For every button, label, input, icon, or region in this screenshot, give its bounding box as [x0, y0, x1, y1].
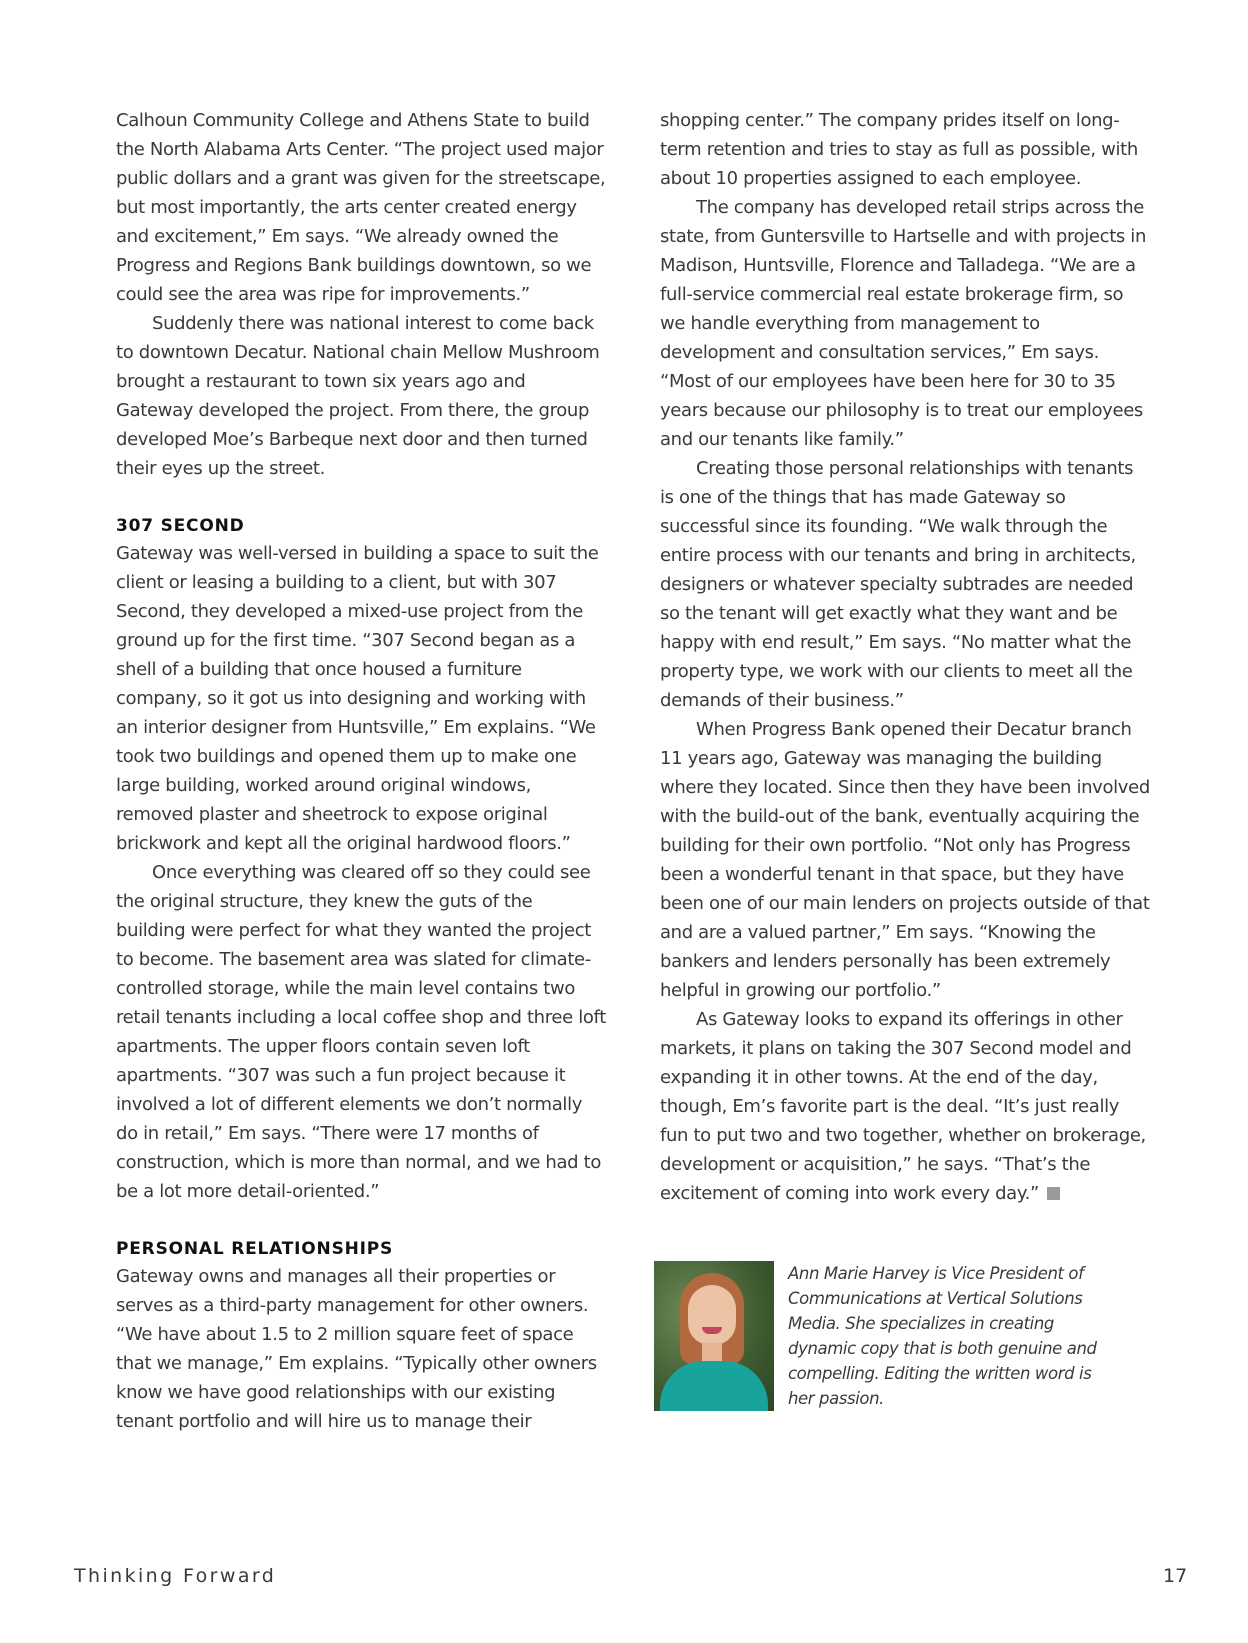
- section-heading-307-second: 307 SECOND: [116, 516, 245, 536]
- photo-face: [688, 1285, 736, 1345]
- photo-clothing: [660, 1361, 768, 1411]
- paragraph: Creating those personal relationships with tenants is one of the things that has made Gateway so successful since its founding. “We walk through the entire process with our tenants and bring in architects, designers or whatever specialty subtrades are needed so the tenant will get exactly what they want and be happy with end result,” Em says. “No matter what the property type, we work with our clients to meet all the demands of their business.”: [660, 458, 1136, 711]
- left-column: [116, 106, 606, 1436]
- paragraph: shopping center.” The company prides itself on long-term retention and tries to stay as full as possible, with about 10 properties assigned to each employee.: [660, 110, 1138, 189]
- closing-paragraph: [660, 1005, 1150, 1208]
- paragraph: When Progress Bank opened their Decatur branch 11 years ago, Gateway was managing the building where they located. Since then they have been involved with the build-out of the bank, eventually acquiring the building for their own portfolio. “Not only has Progress been a wonderful tenant in that space, but they have been one of our main lenders on projects outside of that and are a valued partner,” Em says. “Knowing the bankers and lenders personally has been extremely helpful in growing our portfolio.”: [660, 719, 1150, 1001]
- paragraph: Gateway was well-versed in building a space to suit the client or leasing a building to a client, but with 307 Second, they developed a mixed-use project from the ground up for the first time. “307 Second began as a shell of a building that once housed a furniture company, so it got us into designing and working with an interior designer from Huntsville,” Em explains. “We took two buildings and opened them up to make one large building, worked around original windows, removed plaster and sheetrock to expose original brickwork and kept all the original hardwood floors.”: [116, 543, 599, 854]
- author-photo: [654, 1261, 774, 1411]
- right-column: [660, 106, 1150, 1208]
- author-bio: Ann Marie Harvey is Vice President of Communications at Vertical Solutions Media. She specializes in creating dynamic copy that is both genuine and compelling. Editing the written word is her passion.: [788, 1264, 1097, 1408]
- section-heading-personal-relationships: PERSONAL RELATIONSHIPS: [116, 1239, 394, 1259]
- paragraph: Once everything was cleared off so they could see the original structure, they knew the guts of the building were perfect for what they wanted the project to become. The basement area was slated for climate-controlled storage, while the main level contains two retail tenants including a local coffee shop and three loft apartments. The upper floors contain seven loft apartments. “307 was such a fun project because it involved a lot of different elements we don’t normally do in retail,” Em says. “There were 17 months of construction, which is more than normal, and we had to be a lot more detail-oriented.”: [116, 862, 606, 1202]
- footer-publication-title: Thinking Forward: [74, 1565, 277, 1587]
- paragraph: Suddenly there was national interest to come back to downtown Decatur. National chain Mellow Mushroom brought a restaurant to town six years ago and Gateway developed the project. From there, the group developed Moe’s Barbeque next door and then turned their eyes up the street.: [116, 313, 600, 479]
- paragraph: The company has developed retail strips across the state, from Guntersville to Hartselle and with projects in Madison, Huntsville, Florence and Talladega. “We are a full-service commercial real estate brokerage firm, so we handle everything from management to development and consultation services,” Em says. “Most of our employees have been here for 30 to 35 years because our philosophy is to treat our employees and our tenants like family.”: [660, 197, 1147, 450]
- end-mark-icon: [1047, 1187, 1060, 1200]
- paragraph: Calhoun Community College and Athens State to build the North Alabama Arts Center. “The project used major public dollars and a grant was given for the streetscape, but most importantly, the arts center created energy and excitement,” Em says. “We already owned the Progress and Regions Bank buildings downtown, so we could see the area was ripe for improvements.”: [116, 110, 606, 305]
- page-number: 17: [1163, 1565, 1188, 1587]
- paragraph: Gateway owns and manages all their properties or serves as a third-party management for other owners. “We have about 1.5 to 2 million square feet of space that we manage,” Em explains. “Typically other owners know we have good relationships with our existing tenant portfolio and will hire us to manage their: [116, 1266, 597, 1432]
- paragraph-text: As Gateway looks to expand its offerings in other markets, it plans on taking the 307 Second model and expanding it in other towns. At the end of the day, though, Em’s favorite part is the deal. “It’s just really fun to put two and two together, whether on brokerage, development or acquisition,” he says. “That’s the excitement of coming into work every day.”: [660, 1009, 1146, 1204]
